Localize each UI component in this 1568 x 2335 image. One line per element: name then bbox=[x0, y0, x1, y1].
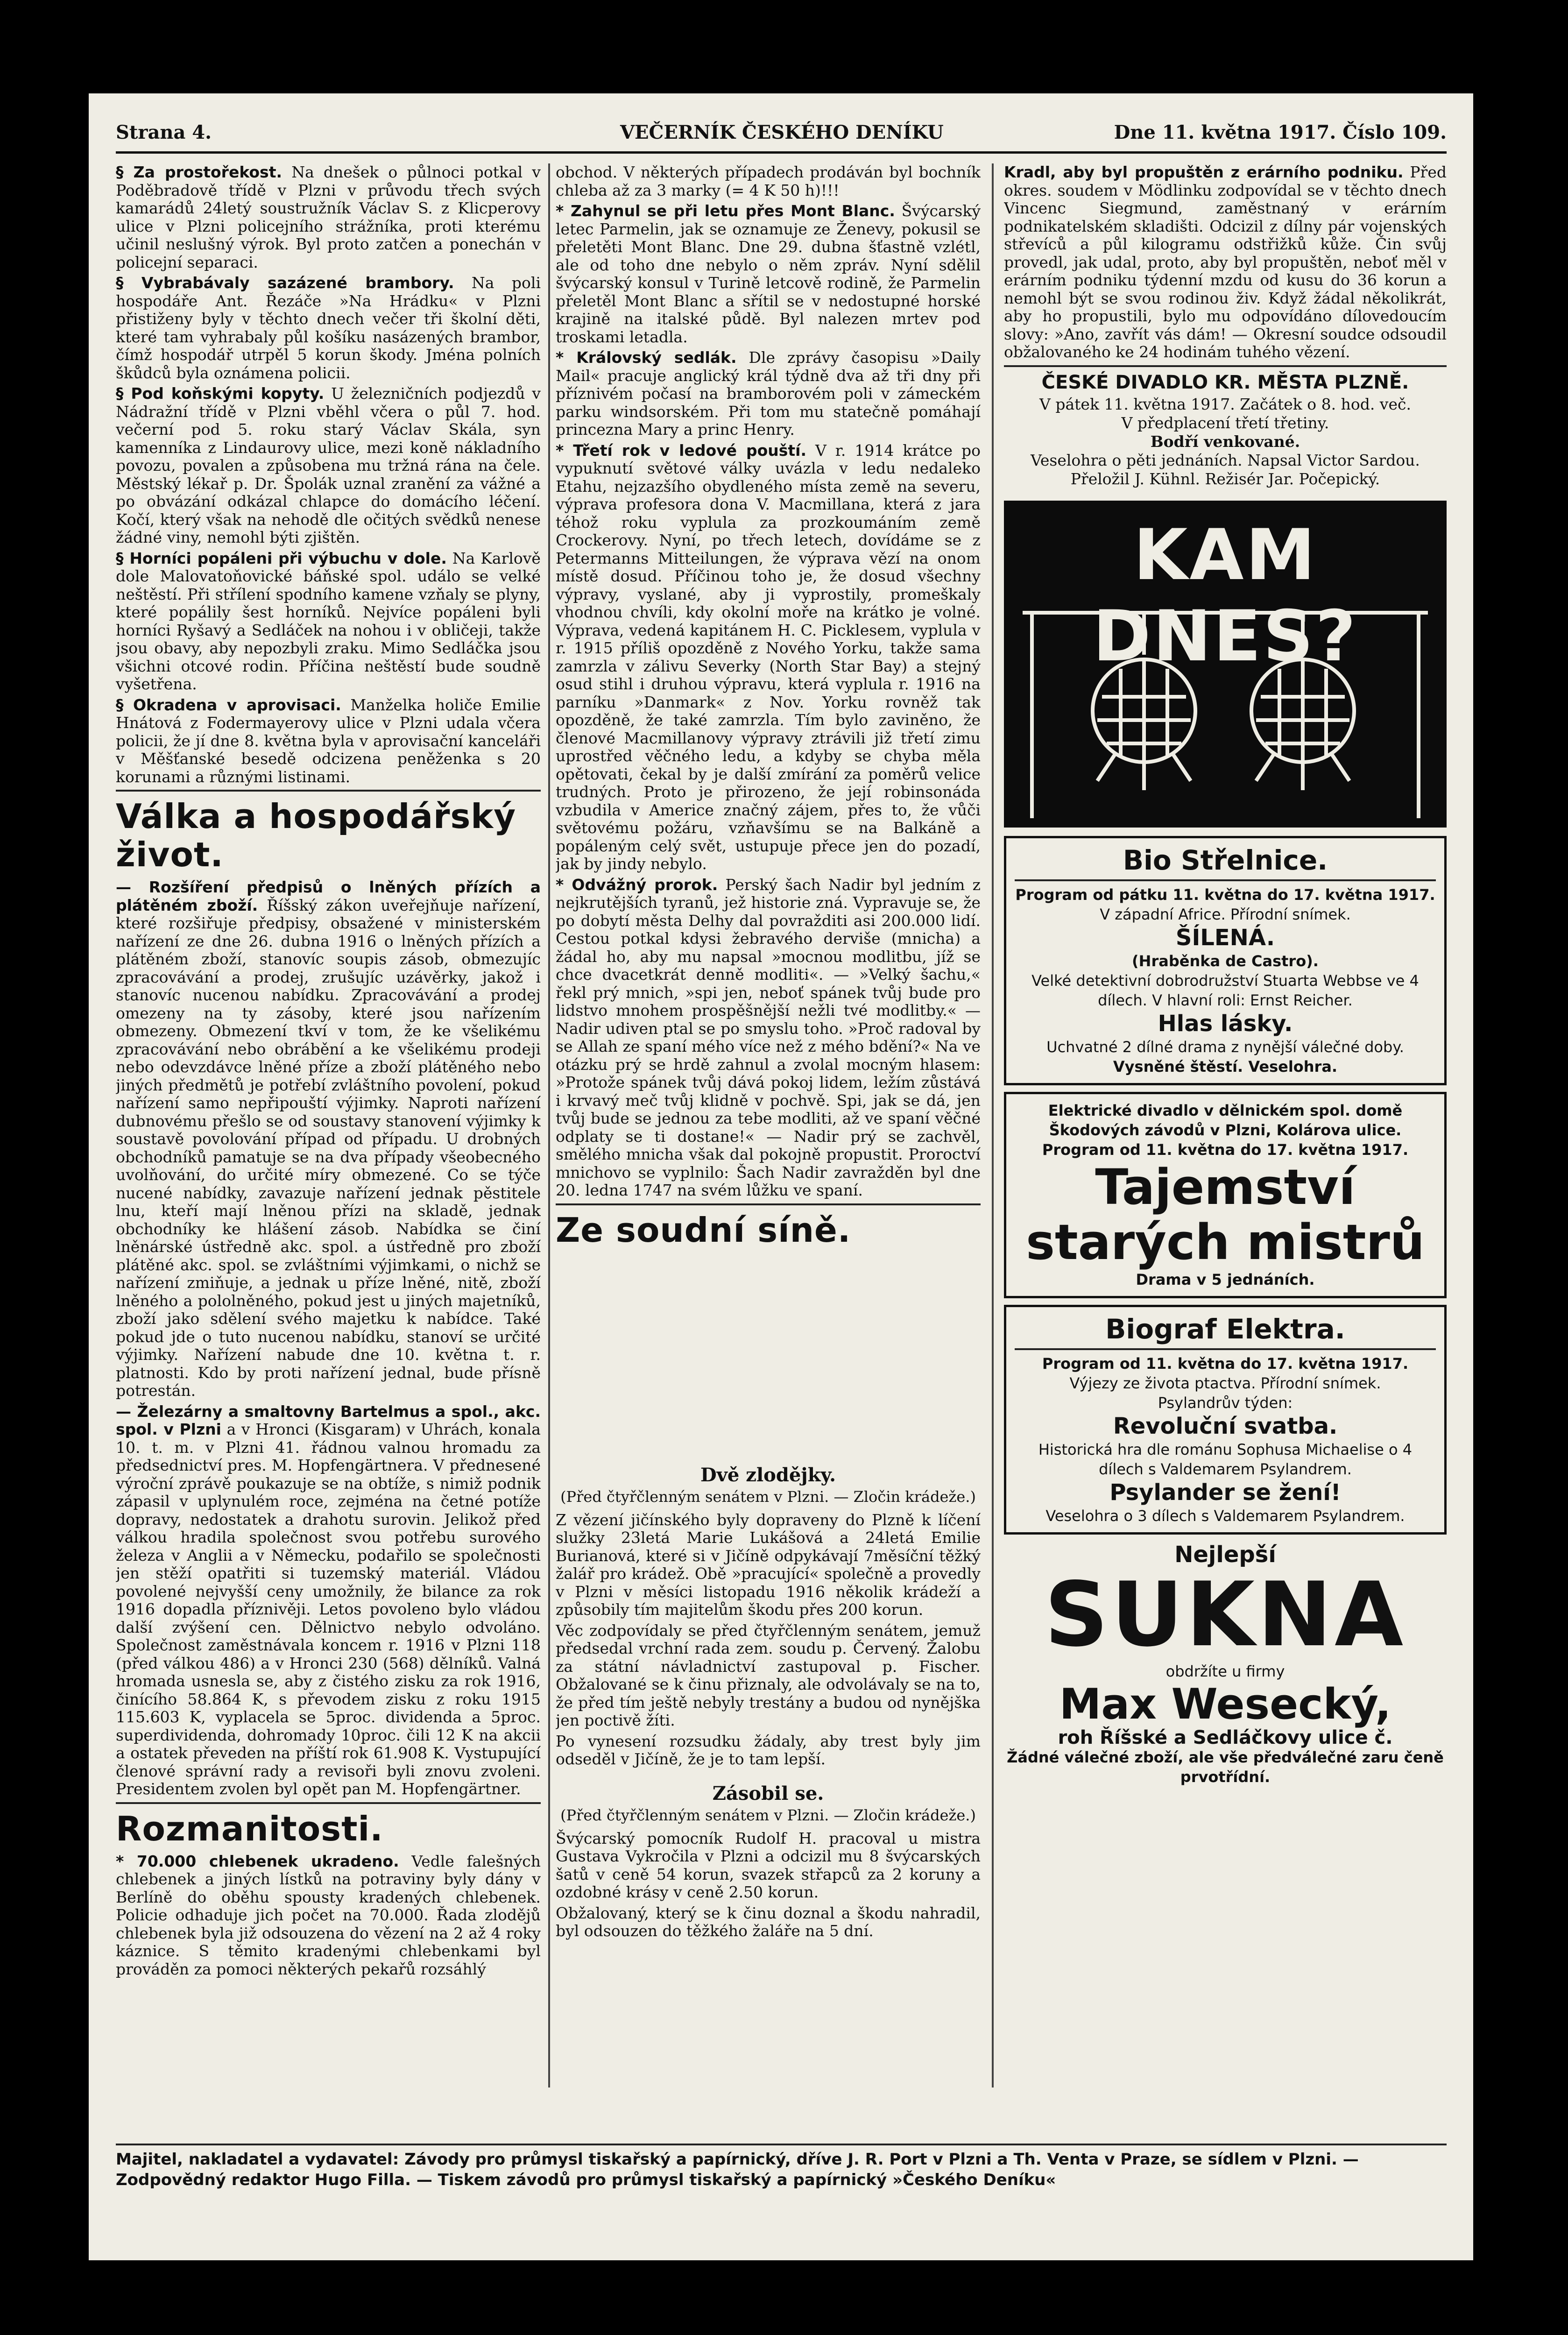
article-paragraph: Obžalovaný, který se k činu doznal a škodu nahradil, byl odsouzen do těžkého žaláře na 5 dní. bbox=[556, 1903, 981, 1940]
kam-dnes-banner bbox=[1004, 501, 1447, 828]
news-item: * Zahynul se při letu přes Mont Blanc. Švýcarský letec Parmelin, jak se oznamuje ze Ženevy, pokusil se přeletěti Mont Blanc. Dne 29. dubna šťastně vzlétl, ale od toho dne nebylo o něm zpráv. Nyní sdělil švýcarský konsul v Turině letcově rodině, že Parmelin přeletěl Mont Blanc a sřítil se v nedostupné horské krajině na italské půdě. Byl nalezen mrtev pod troskami letadla. bbox=[556, 202, 981, 346]
theatre-title: ČESKÉ DIVADLO KR. MĚSTA PLZNĚ. bbox=[1041, 371, 1409, 393]
divider bbox=[116, 1802, 541, 1804]
imprint-text: Majitel, nakladatel a vydavatel: Závody pro průmysl tiskařský a papírnický, dříve J. R. Port v Plzni a Th. Venta v Praze, se sídlem v Plzni. — Zodpovědný redaktor Hugo Filla. — Tiskem závodů pro průmysl tiskařský a papírnický »Českého Deníku« bbox=[116, 2150, 1359, 2189]
column-2 bbox=[556, 163, 981, 2167]
program-line: Výjezy ze života ptactva. Přírodní snímek. bbox=[1069, 1374, 1381, 1392]
film-subtitle: (Hraběnka de Castro). bbox=[1132, 952, 1319, 970]
news-item: Kradl, aby byl propuštěn z erárního podniku. Před okres. soudem v Mödlinku zodpovídal se v těchto dnech Vincenc Siegmund, zaměstnaný v erárním podnikatelském skladišti. Odcizil z dílny pár vojenských střevíců a půl kilogramu odstřižků kůže. Čin svůj provedl, jak udal, proto, aby byl propuštěn, neboť měl v erárním podniku týdenní mzdu od kusu do 36 korun a nemohl být se svou rodinou živ. Když žádal několikrát, aby ho propustili, bylo mu odpovídáno dílovedoucím slovy: »Ano, zavřít vás dám! — Okresní soudce odsoudil obžalovaného ke 24 hodinám tuhého vězení. bbox=[1004, 163, 1447, 361]
page-header bbox=[116, 118, 1447, 154]
blank-space bbox=[556, 1254, 981, 1450]
article-paragraph: Věc zodpovídaly se před čtyřčlenným senátem, jemuž předsedal vrchní rada zem. soudu p. Červený. Žalobu za státní návladnictví zastupoval p. Fischer. Obžalované se k činu přiznaly, ale odvolávaly se na to, že před tím ještě nebyly trestány a budou od nynějška jen poctivě žíti. bbox=[556, 1621, 981, 1729]
play-title: Bodří venkované. bbox=[1150, 432, 1300, 451]
newspaper-page bbox=[89, 93, 1473, 2260]
divider bbox=[116, 790, 541, 792]
elektricke-divadlo-ad bbox=[1004, 1092, 1447, 1298]
sukna-ad bbox=[1004, 1541, 1447, 1787]
film-title: Revoluční svatba. bbox=[1113, 1413, 1338, 1439]
ad-headline: SUKNA bbox=[1044, 1563, 1406, 1666]
ad-footnote: Žádné válečné zboží, ale vše předválečné zaru čeně prvotřídní. bbox=[1007, 1748, 1444, 1786]
film-title: Psylander se žení! bbox=[1109, 1479, 1341, 1506]
program-dates: Program od 11. května do 17. května 1917. bbox=[1042, 1140, 1409, 1159]
theatre-date: V pátek 11. května 1917. Začátek o 8. hod. več. bbox=[1039, 395, 1411, 413]
issue-date: Dne 11. května 1917. Číslo 109. bbox=[1114, 121, 1447, 143]
film-title: starých mistrů bbox=[1026, 1213, 1425, 1271]
bio-strelnice-ad bbox=[1004, 836, 1447, 1085]
page-number: Strana 4. bbox=[116, 121, 212, 143]
film-title: Tajemství bbox=[1095, 1158, 1356, 1216]
article-paragraph: Švýcarský pomocník Rudolf H. pracoval u mistra Gustava Vykročila v Plzni a odcizil mu 8 švýcarských šatů v ceně 54 korun, svazek střapců za 2 koruny a ozdobné krásy v ceně 2.50 korun. bbox=[556, 1829, 981, 1901]
cinema-title: Bio Střelnice. bbox=[1123, 844, 1328, 876]
news-item: * 70.000 chlebenek ukradeno. Vedle falešných chlebenek a jiných lístků na potraviny byly dány v Berlíně do oběhu spousty kradených chlebenek. Policie odhaduje jich počet na 70.000. Řada zlodějů chlebenek byla již odsouzena do vězení na 2 až 4 roky káznice. S těmito kradenými chlebenkami byl prováděn za pomoci některých pekařů rozsáhlý bbox=[116, 1852, 541, 1978]
firm-name: Max Wesecký, bbox=[1059, 1679, 1391, 1729]
program-line: Psylandrův týden: bbox=[1158, 1394, 1293, 1412]
biograf-elektra-ad bbox=[1004, 1305, 1447, 1535]
firm-address: roh Říšské a Sedláčkovy ulice č. bbox=[1058, 1726, 1393, 1748]
news-item: — Železárny a smaltovny Bartelmus a spol., akc. spol. v Plzni a v Hronci (Kisgaram) v Uhrách, konala 10. t. m. v Plzni 41. řádnou valnou hromadu za předsednictví pres. M. Hopfengärtnera. V přednesené výroční zprávě poukazuje se na obtíže, s nimiž podnik zápasil v uplynulém roce, zejména na četné potíže dopravy, nedostatek a drahotu surovin. Jelikož před válkou hradila společnost svou potřebu surového železa v Anglii a v Německu, podařilo se společnosti jen stěží opatřiti si tuzemský materiál. Vládou povolené nejvyšší ceny umožnily, že bilance za rok 1916 dopadla příznivěji. Letos povoleno bylo vládou další zvýšení cen. Dělnictvo nebylo odvoláno. Společnost zaměstnávala koncem r. 1916 v Plzni 118 (před válkou 486) a v Hronci 230 (568) dělníků. Valná hromada usnesla se, aby z čistého zisku za rok 1916, činícího 58.864 K, s převodem zisku z roku 1915 115.603 K, vyplacela se 5proc. dividenda a 5proc. superdividenda, dohromady 10proc. čili 12 K na akcii a ostatek převeden na příští rok 61.908 K. Vystupující členové správní rady a revisoři byli znovu zvoleni. Presidentem zvolen byl opět pan M. Hopfengärtner. bbox=[116, 1402, 541, 1798]
section-heading-misc: Rozmanitosti. bbox=[116, 1809, 383, 1848]
section-heading-economy: Válka a hospodářský život. bbox=[116, 797, 516, 874]
news-item: — Rozšíření předpisů o lněných přízích a plátěném zboží. Říšský zákon uveřejňuje nařízení, které rozšiřuje předpisy, obsažené v ministerském nařízení ze dne 26. dubna 1916 o lněných přízích a plátěném zboží, stanovíc soupis zásob, obmezujíc zpracovávání a prodej, zrušujíc uzávěrky, jakož i stanovíc nucenou nabídku. Zpracovávání a prodej omezeny na ty zásoby, které jsou nařízením obmezeny. Obmezení tkví v tom, že ke všelikému zpracovávání nebo obrábění a ke všelikému prodeji nebo odevzdávce lněné příze a zboží plátěného nebo jiných předmětů je potřebí zvláštního povolení, pokud nařízení samo nepřipouští výjimky. Naproti nařízení dubnovému přešlo se od soustavy stanovení výjimky k soustavě povolování případ od případu. U drobných obchodníků pamatuje se na dva případy všeobecného uvolňování, do určité míry obmezené. Co se týče nucené nabídky, zavazuje nařízení jednak pěstitele lnu, kteří mají lněnou přízi na skladě, jednak obchodníky ke hlášení zásob. Nabídka se činí lněnárské ústředně akc. spol. a ústředně pro zboží plátěné akc. spol. se zvláštními výjimkami, o nichž se nařízení zmiňuje, a jednak u příze lněné, nitě, zboží lněného a pololněného, pokud jest u jiných majetníků, zboží jako sdělení svého majetku k nabídce. Také pokud jde o tuto nucenou nabídku, stanoví se určité výjimky. Nařízení nabude dne 10. května t. r. platnosti. Kdo by proti nařízení jednal, bude přísně potrestán. bbox=[116, 878, 541, 1400]
news-item: * Třetí rok v ledové pouští. V r. 1914 krátce po vypuknutí světové války uvázla v ledu nedaleko Etahu, nejzazšího obydleného místa země na severu, výprava profesora dona V. Macmillana, která z jara téhož roku vyplula za prozkoumáním země Crockerovy. Nyní, po třech letech, dovídáme se z Petermanns Mitteilungen, že výprava vězí na onom místě dosud. Příčinou toho je, že dosud všechny výpravy, vyslané, aby ji vyprostily, promeškaly vhodnou chvíli, kdy okolní moře na krátko je volné. Výprava, vedená kapitánem H. C. Picklesem, vyplula v r. 1915 příliš opozděně z Nového Yorku, takže sama zamrzla v zálivu Severky (North Star Bay) a stejný osud stihl i druhou výpravu, která vyplula r. 1916 na parníku »Danmark« z Nov. Yorku rovněž tak opozděně, že také zamrzla. Tím bylo zaviněno, že členové Macmillanovy výpravy ztrávili již třetí zimu uprostřed věčného ledu, a kdyby se chyba měla opětovati, čekal by je další zmírání za poměrů velice trudných. Proto je přirozeno, že její robinsonáda vzbudila v Americe značný zájem, přes to, že vůči světovému požáru, vzňavšímu se na Balkáně a popáleným celý svět, ustupuje přece jen do pozadí, jak by jindy nebylo. bbox=[556, 441, 981, 873]
divider bbox=[556, 1203, 981, 1205]
film-description: Velké detektivní dobrodružství Stuarta Webbse ve 4 dílech. V hlavní roli: Ernst Reicher. bbox=[1031, 971, 1419, 1009]
divider bbox=[1004, 365, 1447, 367]
film-title: ŠÍLENÁ. bbox=[1175, 924, 1275, 951]
news-item: obchod. V některých případech prodáván byl bochník chleba až za 3 marky (= 4 K 50 h)!!! bbox=[556, 163, 981, 199]
imprint-footer bbox=[116, 2144, 1447, 2190]
program-line: V západní Africe. Přírodní snímek. bbox=[1100, 905, 1351, 923]
article-subtitle: (Před čtyřčlenným senátem v Plzni. — Zločin krádeže.) bbox=[560, 1487, 976, 1506]
news-item: * Královský sedlák. Dle zprávy časopisu »Daily Mail« pracuje anglický král týdně dva až tři dny při příznivém počasí na bramborovém poli v zámeckém parku windsorském. Při tom mu statečně pomáhají princezna Mary a princ Henry. bbox=[556, 348, 981, 439]
column-3 bbox=[1004, 163, 1447, 2167]
program-dates: Program od 11. května do 17. května 1917. bbox=[1042, 1354, 1409, 1373]
news-item: * Odvážný prorok. Perský šach Nadir byl jedním z nejkrutějších tyranů, jež historie zná. Vypravuje se, že po dobytí města Delhy dal povražditi asi 200.000 lidí. Cestou potkal kdysi žebravého derviše (mnicha) a žádal ho, aby mu napsal »mocnou modlitbu, jíž se chce dvacetkrát denně modliti«. — »Velký šachu,« řekl prý mnich, »spi jen, neboť spánek tvůj bude pro lidstvo mnohem prospěšnější nežli tvé modlitby.« — Nadir udiven ptal se po smyslu toho. »Proč radoval by se Allah ze spaní mého více než z mého bdění?« Na ve otázku prý se hrdě zahnul a zvolal mocným hlasem: »Protože spánek tvůj dává pokoj lidem, ležím zůstává i krvavý meč tvůj klidně v pochvě. Spi, jak se dá, jen tvůj bude se jednou za tebe modliti, až ve spaní věčné odplaty se ti dostane!« — Nadir prý se zachvěl, smělého mnicha však dal pokojně propustit. Proroctví mnichovo se vyplnilo: Šach Nadir zavražděn byl dne 20. ledna 1747 na svém lůžku ve spaní. bbox=[556, 875, 981, 1199]
article-title: Dvě zlodějky. bbox=[700, 1464, 836, 1486]
film-title: Vysněné štěstí. Veselohra. bbox=[1113, 1057, 1338, 1076]
program-dates: Program od pátku 11. května do 17. května 1917. bbox=[1015, 885, 1435, 904]
article-subtitle: (Před čtyřčlenným senátem v Plzni. — Zločin krádeže.) bbox=[560, 1806, 976, 1824]
masthead: VEČERNÍK ČESKÉHO DENÍKU bbox=[620, 121, 944, 143]
ad-line: obdržíte u firmy bbox=[1165, 1662, 1285, 1680]
article-paragraph: Z vězení jičínského byly dopraveny do Plzně k líčení služky 23letá Marie Lukášová a 24letá Emilie Burianová, které si v Jičíně odpykávají 7měsíční těžký žalář pro krádež. Obě »pracující« společně a provedly v Plzni v měsíci listopadu 1916 několik krádeží a způsobily tím majitelům škodu přes 200 korun. bbox=[556, 1510, 981, 1619]
ad-tagline: Nejlepší bbox=[1174, 1541, 1276, 1568]
column-divider bbox=[548, 163, 550, 2087]
column-divider bbox=[992, 163, 994, 2087]
article-title: Zásobil se. bbox=[712, 1782, 824, 1804]
news-item: § Za prostořekost. Na dnešek o půlnoci potkal v Poděbradově třídě v Plzni v průvodu třech svých kamarádů 24letý soustružník Václav S. z Klicperovy ulice v Plzni policejního strážníka, proti kterému učinil neslušný výrok. Byl proto zatčen a ponechán v policejní separaci. bbox=[116, 163, 541, 271]
news-item: § Okradena v aprovisaci. Manželka holiče Emilie Hnátová z Fodermayerovy ulice v Plzni udala včera policii, že jí dne 8. května byla v aprovisační kanceláři v Měšťanské besedě odcizena peněženka s 20 korunami a různými listinami. bbox=[116, 695, 541, 786]
news-item: § Pod koňskými kopyty. U železničních podjezdů v Nádražní třídě v Plzni vběhl včera o půl 7. hod. večerní pod 5. roku starý Václav Skála, syn kamenníka z Lindaurovy ulice, mezi koně nákladního povozu, povalen a způsobena mu tržná rána na čele. Městský lékař p. Dr. Špolák uznal zranění za vážné a po obvázání odkázal chlapce do domácího léčení. Kočí, který však na nehodě dle očitých svědků nenese žádné viny, nemohl býti zjištěn. bbox=[116, 384, 541, 546]
cinema-title: Elektrické divadlo v dělnickém spol. domě Škodových závodů v Plzni, Kolárova ulice. bbox=[1048, 1101, 1403, 1139]
lamp-illustration bbox=[1004, 501, 1447, 828]
column-1 bbox=[116, 163, 541, 2167]
film-description: Historická hra dle románu Sophusa Michaelise o 4 dílech s Valdemarem Psylandrem. bbox=[1038, 1440, 1413, 1478]
news-item: § Vybrabávaly sazázené brambory. Na poli hospodáře Ant. Řezáče »Na Hrádku« v Plzni přistiženy byly v těchto dnech večer tři školní děti, které tam vyhrabaly půl košíku nasázených brambor, čímž hospodář utrpěl 5 korun škody. Jména polních škůdců byla oznámena policii. bbox=[116, 274, 541, 382]
film-description: Uchvatné 2 dílné drama z nynější válečné doby. bbox=[1046, 1038, 1404, 1056]
kam-dnes-title: KAM DNES? bbox=[1093, 514, 1358, 677]
news-item: § Horníci popáleni při výbuchu v dole. Na Karlově dole Malovatoňovické báňské spol. událo se velké neštěstí. Při střílení spodního kamene vzňaly se plyny, které popálily šest horníků. Nejvíce popáleni byli horníci Ryšavý a Sedláček na nohou i v obličeji, takže jsou obavy, aby nepozbyli zraku. Mimo Sedláčka jsou všichni otcové rodin. Příčina neštěstí bude soudně vyšetřena. bbox=[116, 549, 541, 693]
divider bbox=[1015, 879, 1436, 881]
cinema-title: Biograf Elektra. bbox=[1105, 1313, 1345, 1345]
play-details: Veselohra o pěti jednáních. Napsal Victor Sardou. Přeložil J. Kühnl. Režisér Jar. Počepický. bbox=[1031, 451, 1420, 488]
theatre-subscription: V předplacení třetí třetiny. bbox=[1121, 413, 1329, 432]
section-heading-court: Ze soudní síně. bbox=[556, 1210, 851, 1250]
divider bbox=[1015, 1348, 1436, 1350]
film-title: Hlas lásky. bbox=[1158, 1010, 1293, 1037]
film-description: Drama v 5 jednáních. bbox=[1136, 1270, 1315, 1288]
theatre-listing bbox=[1004, 372, 1447, 488]
film-description: Veselohra o 3 dílech s Valdemarem Psylandrem. bbox=[1045, 1507, 1405, 1525]
article-paragraph: Po vynesení rozsudku žádaly, aby trest byly jim odseděl v Jičíně, že je to tam lepší. bbox=[556, 1732, 981, 1768]
